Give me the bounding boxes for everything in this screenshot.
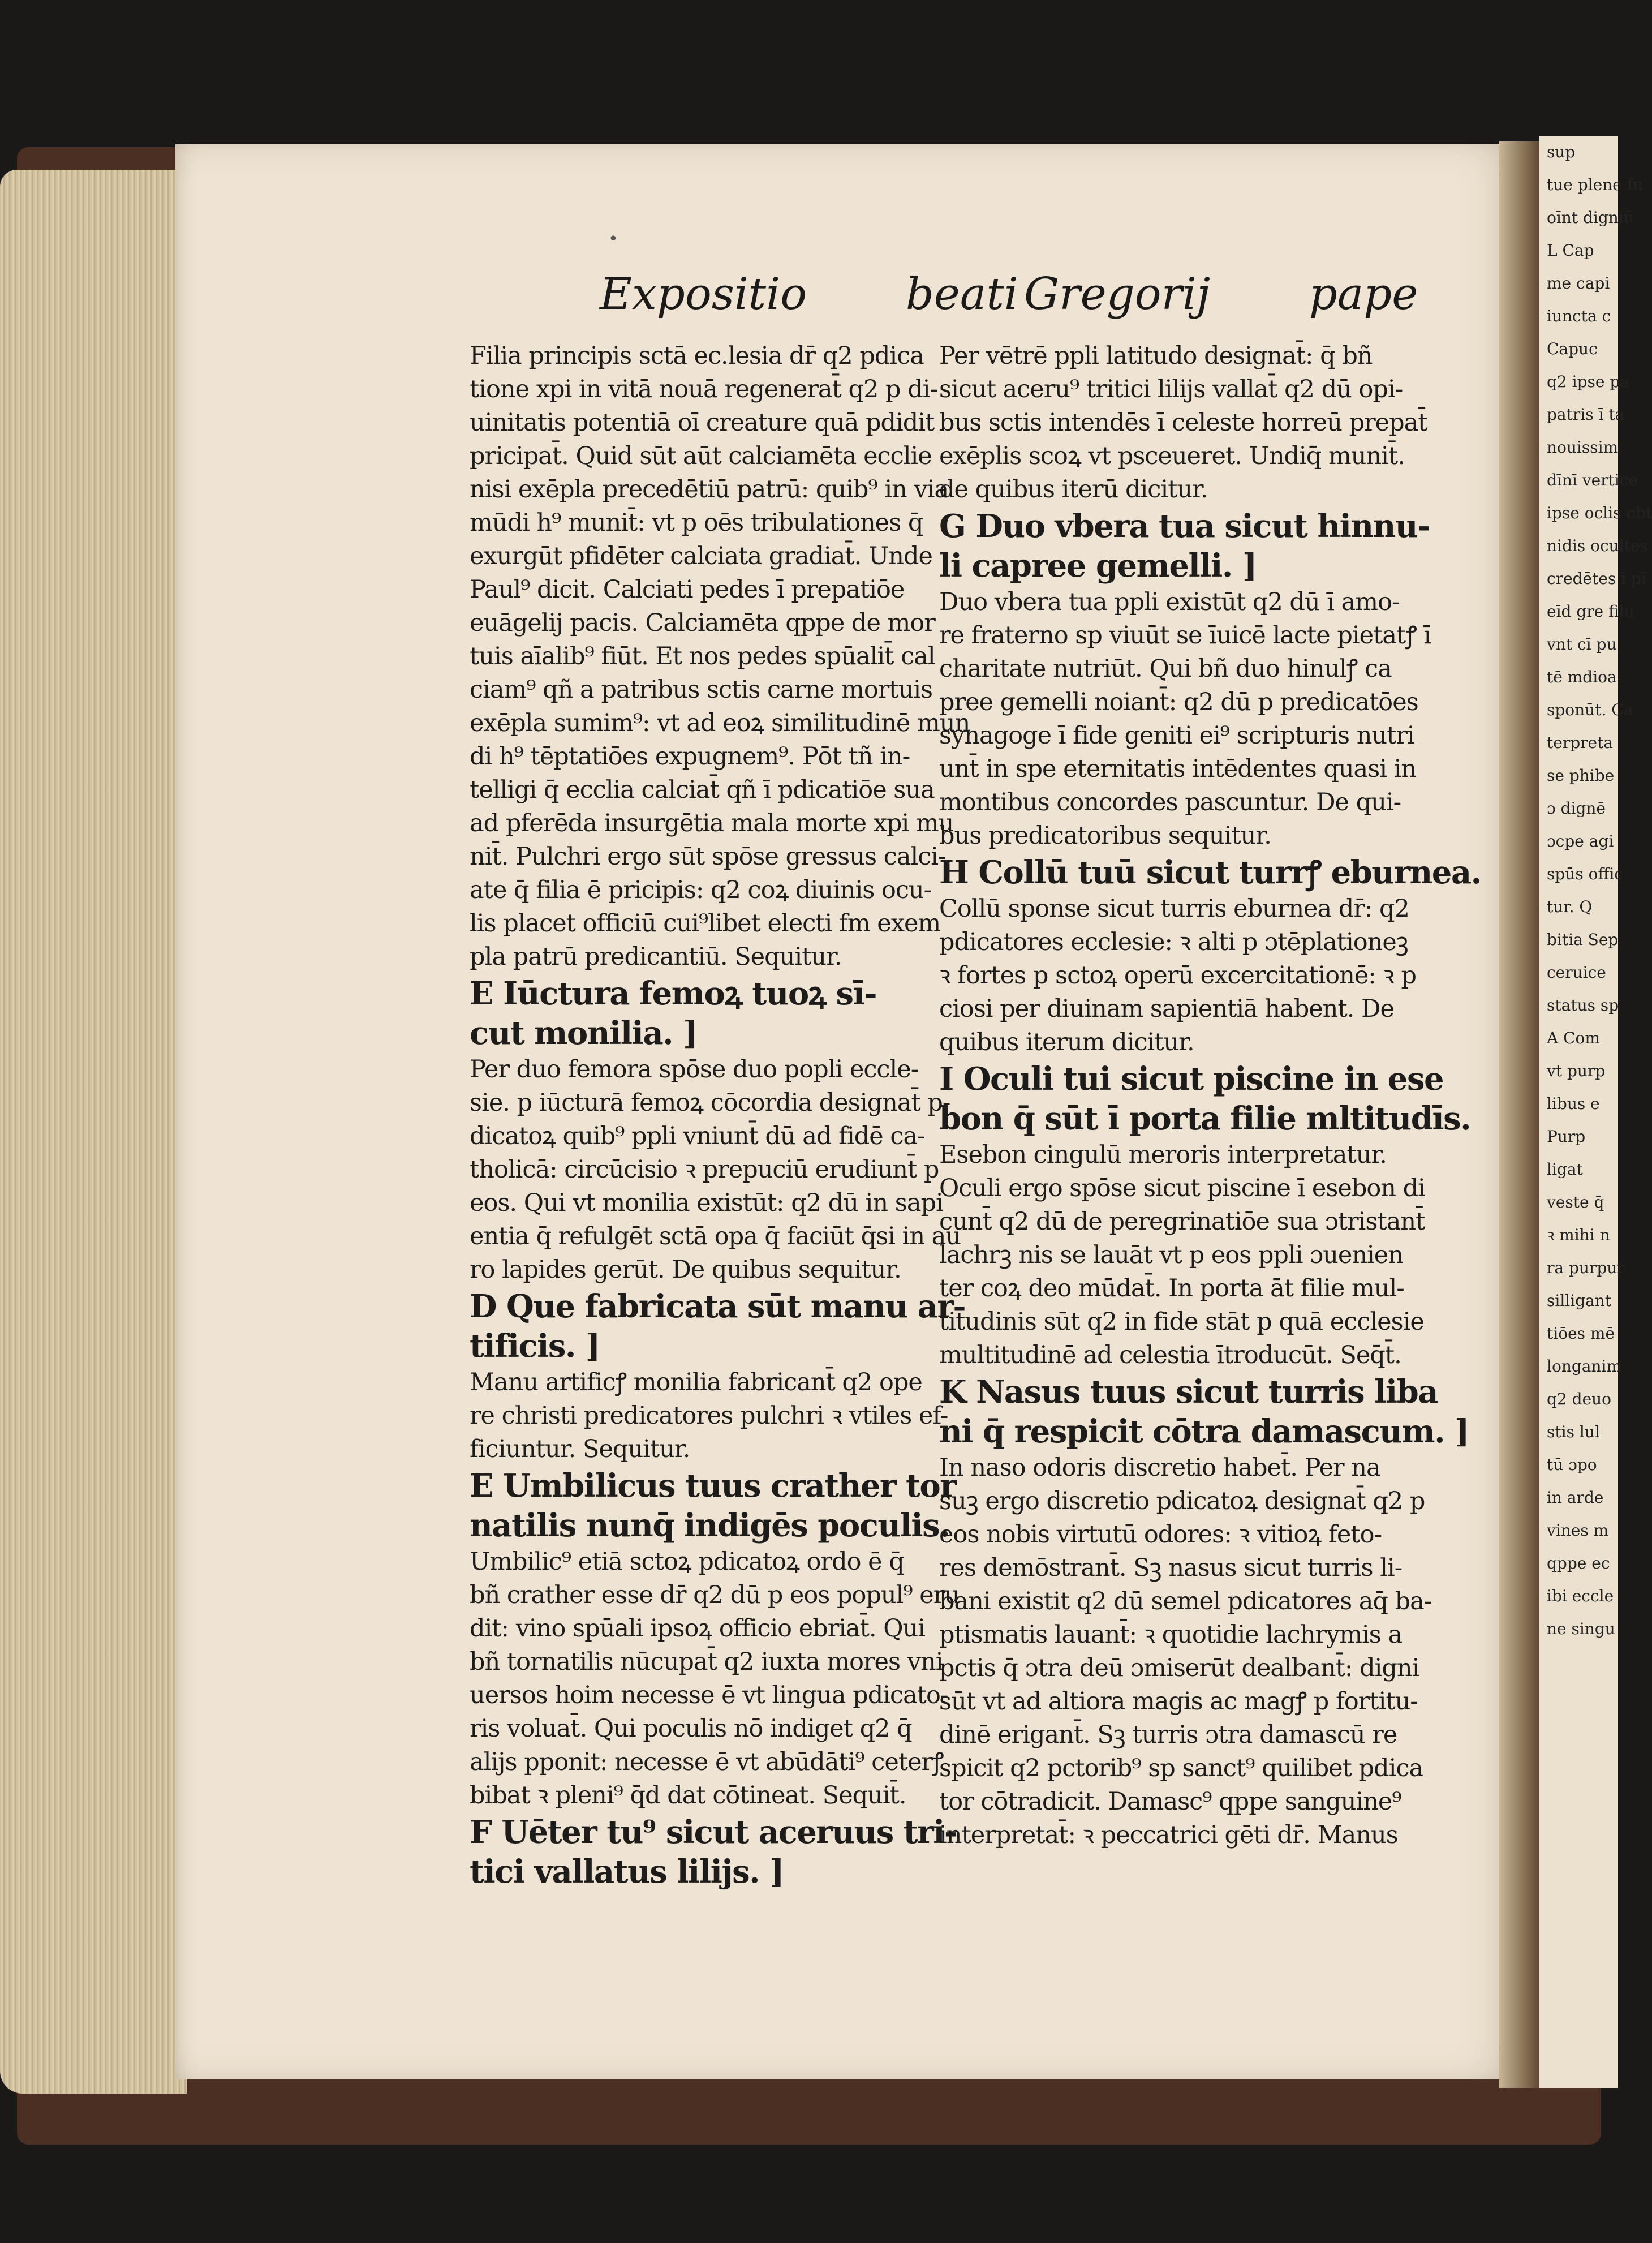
text-line: nisi exēpla precedētiū patrū: quib⁹ in via — [470, 475, 949, 504]
text-line: ate q̄ filia ē pricipis: q2 coꝝ diuinis ocu- — [470, 876, 932, 904]
page-mark: • — [608, 229, 618, 249]
text-line: sūt vt ad altiora magis ac magꝭ p fortitu- — [939, 1687, 1418, 1716]
facing-page-line: oīnt digniū — [1547, 208, 1634, 227]
text-line: bani existit q2 dū semel pdicatores aq̄ ba- — [939, 1587, 1432, 1615]
facing-page-line: veste q̄ — [1547, 1193, 1604, 1211]
text-line: bus predicatoribus sequitur. — [939, 822, 1271, 850]
facing-page-line: spūs offic — [1547, 865, 1623, 883]
text-line: nit̄. Pulchri ergo sūt spōse gressus calci- — [470, 843, 946, 871]
text-line: Per vētrē ppli latitudo designat̄: q̄ bñ — [939, 342, 1373, 370]
page-edges — [0, 170, 187, 2094]
text-line: ciam⁹ qñ a patribus sctis carne mortuis — [470, 676, 933, 704]
text-line: uinitatis potentiā oī creature quā pdidit — [470, 409, 935, 437]
facing-page-line: L Cap — [1547, 241, 1594, 260]
text-line: Manu artificꝭ monilia fabricant̄ q2 ope — [470, 1368, 922, 1396]
text-line: lachrꝫ nis se lauāt vt p eos ppli ɔuenien — [939, 1241, 1403, 1269]
text-line: Per duo femora spōse duo popli eccle- — [470, 1055, 919, 1084]
facing-page-line: A Com — [1547, 1029, 1600, 1047]
text-line: quibus iterum dicitur. — [939, 1028, 1194, 1056]
facing-page-fragment — [1539, 136, 1652, 2088]
verse-heading-line: G Duo vbera tua sicut hinnu- — [939, 508, 1430, 545]
facing-page-line: se phibe — [1547, 766, 1615, 785]
facing-page-line: ɔcpe agi — [1547, 832, 1614, 850]
facing-page-line: me capi — [1547, 274, 1610, 293]
text-line: dit: vino spūali ipsoꝝ officio ebriat̄. Qui — [470, 1614, 925, 1643]
facing-page-line: tiōes mē — [1547, 1324, 1615, 1343]
verse-heading-line: E Umbilicus tuus crather tor — [470, 1467, 956, 1505]
text-line: exēpla sumim⁹: vt ad eoꝝ similitudinē mun — [470, 709, 970, 737]
text-line: mūdi h⁹ munit̄: vt p oēs tribulationes q̄ — [470, 509, 923, 537]
facing-page-line: patris ī ta — [1547, 405, 1625, 424]
facing-page-line: terpreta — [1547, 733, 1614, 752]
verse-heading-line: K Nasus tuus sicut turris liba — [939, 1373, 1438, 1411]
text-line: sicut aceru⁹ tritici lilijs vallat̄ q2 dū opi- — [939, 375, 1403, 403]
facing-page-line: tē mdioa — [1547, 668, 1617, 686]
text-line: pricipat̄. Quid sūt aūt calciamēta ecclie — [470, 442, 932, 470]
text-line: entia q̄ refulgēt sctā opa q̄ faciūt q̄si in au — [470, 1222, 961, 1251]
facing-page-line: tur. Q — [1547, 897, 1593, 916]
facing-page-line: eīd gre filu — [1547, 602, 1634, 621]
text-line: ro lapides gerūt. De quibus sequitur. — [470, 1256, 901, 1284]
text-line: res demōstrant̄. Sꝫ nasus sicut turris li- — [939, 1554, 1403, 1582]
text-line: re fraterno sp viuūt se īuicē lacte pietatꝭ ī — [939, 621, 1431, 650]
text-line: tuis aīalib⁹ fiūt. Et nos pedes spūalit̄ cal — [470, 642, 935, 671]
facing-page-line: status sp — [1547, 996, 1619, 1015]
facing-page-line: vt purp — [1547, 1062, 1606, 1080]
facing-page-line: credētes ī pī — [1547, 569, 1646, 588]
text-line: bus sctis intendēs ī celeste horreū prepat̄ — [939, 409, 1427, 437]
text-line: alijs pponit: necesse ē vt abūdāti⁹ ceterꝭ — [470, 1748, 944, 1776]
text-line: In naso odoris discretio habet̄. Per na — [939, 1454, 1380, 1482]
verse-heading-line: cut monilia. ] — [470, 1015, 698, 1052]
verse-heading-line: bon q̄ sūt ī porta filie mltitudīs. — [939, 1100, 1471, 1137]
facing-page-line: vnt cī pu — [1547, 635, 1617, 654]
text-line: dinē erigant̄. Sꝫ turris ɔtra damascū re — [939, 1721, 1397, 1749]
text-line: Esebon cingulū meroris interpretatur. — [939, 1141, 1387, 1169]
facing-page-line: qppe ec — [1547, 1554, 1610, 1572]
running-head-word: Gregorij — [1024, 269, 1211, 320]
facing-page-line: tue plene fu — [1547, 175, 1644, 194]
facing-page-line: sup — [1547, 143, 1576, 161]
text-line: montibus concordes pascuntur. De qui- — [939, 788, 1401, 817]
text-line: uersos hoim necesse ē vt lingua pdicato- — [470, 1681, 948, 1709]
text-line: bñ crather esse dr̄ q2 dū p eos popul⁹ eru — [470, 1581, 960, 1609]
text-line: dicatoꝝ quib⁹ ppli vniunt̄ dū ad fidē ca- — [470, 1122, 925, 1150]
verse-heading-line: li capree gemelli. ] — [939, 547, 1257, 585]
verse-heading-line: E Iūctura femoꝝ tuoꝝ sī- — [470, 975, 877, 1012]
text-line: tione xpi in vitā nouā regenerat̄ q2 p di- — [470, 375, 938, 403]
facing-page-line: nouissim — [1547, 438, 1619, 457]
text-line: interpretat̄: ꝛ peccatrici gēti dr̄. Manus — [939, 1821, 1398, 1849]
facing-page-line: ra purpur — [1547, 1258, 1625, 1277]
text-line: pdicatores ecclesie: ꝛ alti p ɔtēplationeꝫ — [939, 928, 1408, 956]
text-line: eos nobis virtutū odores: ꝛ vitioꝝ feto- — [939, 1520, 1382, 1549]
text-line: charitate nutriūt. Qui bñ duo hinulꝭ ca — [939, 655, 1392, 683]
facing-page-line: longanim — [1547, 1357, 1622, 1376]
text-line: pctis q̄ ɔtra deū ɔmiserūt dealbant̄: digni — [939, 1654, 1419, 1682]
text-line: Umbilic⁹ etiā sctoꝝ pdicatoꝝ ordo ē q̄ — [470, 1548, 904, 1576]
text-line: ris voluat̄. Qui poculis nō indiget q2 q̄ — [470, 1715, 912, 1743]
text-line: exurgūt pfidēter calciata gradiat̄. Unde — [470, 542, 932, 570]
text-line: euāgelij pacis. Calciamēta qppe de mor — [470, 609, 935, 637]
text-line: ciosi per diuinam sapientiā habent. De — [939, 995, 1394, 1023]
running-head-word: pape — [1309, 269, 1418, 320]
facing-page-line: iuncta c — [1547, 307, 1611, 325]
text-line: ter coꝝ deo mūdat̄. In porta āt filie mul- — [939, 1274, 1404, 1303]
text-line: Oculi ergo spōse sicut piscine ī esebon di — [939, 1174, 1425, 1202]
text-line: Collū sponse sicut turris eburnea dr̄: q2 — [939, 895, 1409, 923]
text-line: Paul⁹ dicit. Calciati pedes ī prepatiōe — [470, 575, 905, 604]
running-head-left — [600, 269, 1018, 320]
verse-heading-line: H Collū tuū sicut turrꝭ eburnea. — [939, 854, 1481, 891]
facing-page-line: ɔ dignē — [1547, 799, 1606, 818]
text-line: synagoge ī fide geniti ei⁹ scripturis nutri — [939, 721, 1414, 750]
text-line: re christi predicatores pulchri ꝛ vtiles ef- — [470, 1402, 948, 1430]
facing-page-line: Capuc — [1547, 340, 1598, 358]
facing-page-line: tū ɔpo — [1547, 1455, 1597, 1474]
facing-page-line: sponūt. Ca — [1547, 701, 1633, 719]
facing-page-line: ibi eccle — [1547, 1587, 1614, 1605]
facing-page-line: ne singu — [1547, 1619, 1615, 1638]
facing-page-line: libus e — [1547, 1094, 1600, 1113]
running-head-right — [1024, 269, 1418, 320]
text-line: tor cōtradicit. Damasc⁹ qppe sanguine⁹ — [939, 1787, 1401, 1816]
text-line: ptismatis lauant̄: ꝛ quotidie lachrymis a — [939, 1621, 1403, 1649]
text-line: suꝫ ergo discretio pdicatoꝝ designat̄ q2 p — [939, 1487, 1425, 1515]
text-line: bñ tornatilis nūcupat̄ q2 iuxta mores vni — [470, 1648, 943, 1676]
facing-page-line: ligat — [1547, 1160, 1583, 1179]
text-line: telligi q̄ ecclia calciat̄ qñ ī pdicatiōe sua — [470, 776, 935, 804]
text-line: de quibus iterū dicitur. — [939, 475, 1208, 504]
facing-page-line: vines m — [1547, 1521, 1609, 1540]
text-line: eos. Qui vt monilia existūt: q2 dū in sapi — [470, 1189, 943, 1217]
verse-heading-line: ni q̄ respicit cōtra damascum. ] — [939, 1413, 1469, 1450]
text-line: spicit q2 pctorib⁹ sp sanct⁹ quilibet pdica — [939, 1754, 1423, 1782]
facing-page-line: ceruice — [1547, 963, 1606, 982]
text-line: exēplis scoꝝ vt psceueret. Undiq̄ munit̄. — [939, 442, 1405, 470]
text-line: Filia principis sctā ec.lesia dr̄ q2 pdica — [470, 342, 924, 370]
text-line: titudinis sūt q2 in fide stāt p quā ecclesie — [939, 1308, 1424, 1336]
text-line: unt̄ in spe eternitatis intēdentes quasi in — [939, 755, 1417, 783]
text-line: bibat ꝛ pleni⁹ q̄d dat cōtineat. Sequit̄. — [470, 1781, 906, 1810]
facing-page-line: in arde — [1547, 1488, 1604, 1507]
text-line: sie. p iūcturā femoꝝ cōcordia designat̄ p- — [470, 1089, 950, 1117]
facing-page-line: q2 deuo — [1547, 1390, 1612, 1408]
text-line: ficiuntur. Sequitur. — [470, 1435, 690, 1463]
text-line: pla patrū predicantiū. Sequitur. — [470, 943, 842, 971]
verse-heading-line: tici vallatus lilijs. ] — [470, 1853, 784, 1890]
text-line: ꝛ fortes p sctoꝝ operū excercitationē: ꝛ p — [939, 961, 1417, 990]
facing-page-line: ꝛ mihi n — [1547, 1226, 1610, 1244]
verse-heading-line: F Uēter tu⁹ sicut aceruus tri- — [470, 1814, 957, 1851]
text-line: tholicā: circūcisio ꝛ prepuciū erudiunt̄ p — [470, 1155, 939, 1184]
verse-heading-line: I Oculi tui sicut piscine in ese — [939, 1060, 1444, 1098]
text-column-right — [939, 340, 1481, 1852]
text-line: ad pferēda insurgētia mala morte xpi mu — [470, 809, 954, 837]
facing-page-line: q2 ipse pa — [1547, 372, 1629, 391]
facing-page-line: silligant — [1547, 1291, 1612, 1310]
text-column-left — [470, 340, 970, 1892]
verse-heading-line: D Que fabricata sūt manu ar- — [470, 1288, 966, 1325]
text-line: cunt̄ q2 dū de peregrinatiōe sua ɔtristant̄ — [939, 1208, 1425, 1236]
running-head-word: Expositio — [600, 269, 807, 320]
facing-page-line: nidis ocultes — [1547, 536, 1648, 555]
verse-heading-line: natilis nunq̄ indigēs poculis. — [470, 1507, 950, 1544]
text-line: Duo vbera tua ppli existūt q2 dū ī amo- — [939, 588, 1400, 616]
text-line: lis placet officiū cui⁹libet electi fm exem — [470, 909, 941, 938]
text-line: di h⁹ tēptatiōes expugnem⁹. Pōt tñ in- — [470, 742, 910, 771]
verse-heading-line: tificis. ] — [470, 1327, 600, 1365]
facing-page-line: dīnī vertice — [1547, 471, 1638, 489]
facing-page-line: bitia Sep — [1547, 930, 1619, 949]
facing-page-line: Purp — [1547, 1127, 1586, 1146]
running-head-word: beati — [905, 269, 1018, 320]
facing-page-line: ipse oclis obt — [1547, 504, 1652, 522]
text-line: multitudinē ad celestia ītroducūt. Seq̄t̄. — [939, 1341, 1401, 1369]
facing-page-line: stis lul — [1547, 1423, 1600, 1441]
text-line: pree gemelli noiant̄: q2 dū p predicatōes — [939, 688, 1418, 716]
